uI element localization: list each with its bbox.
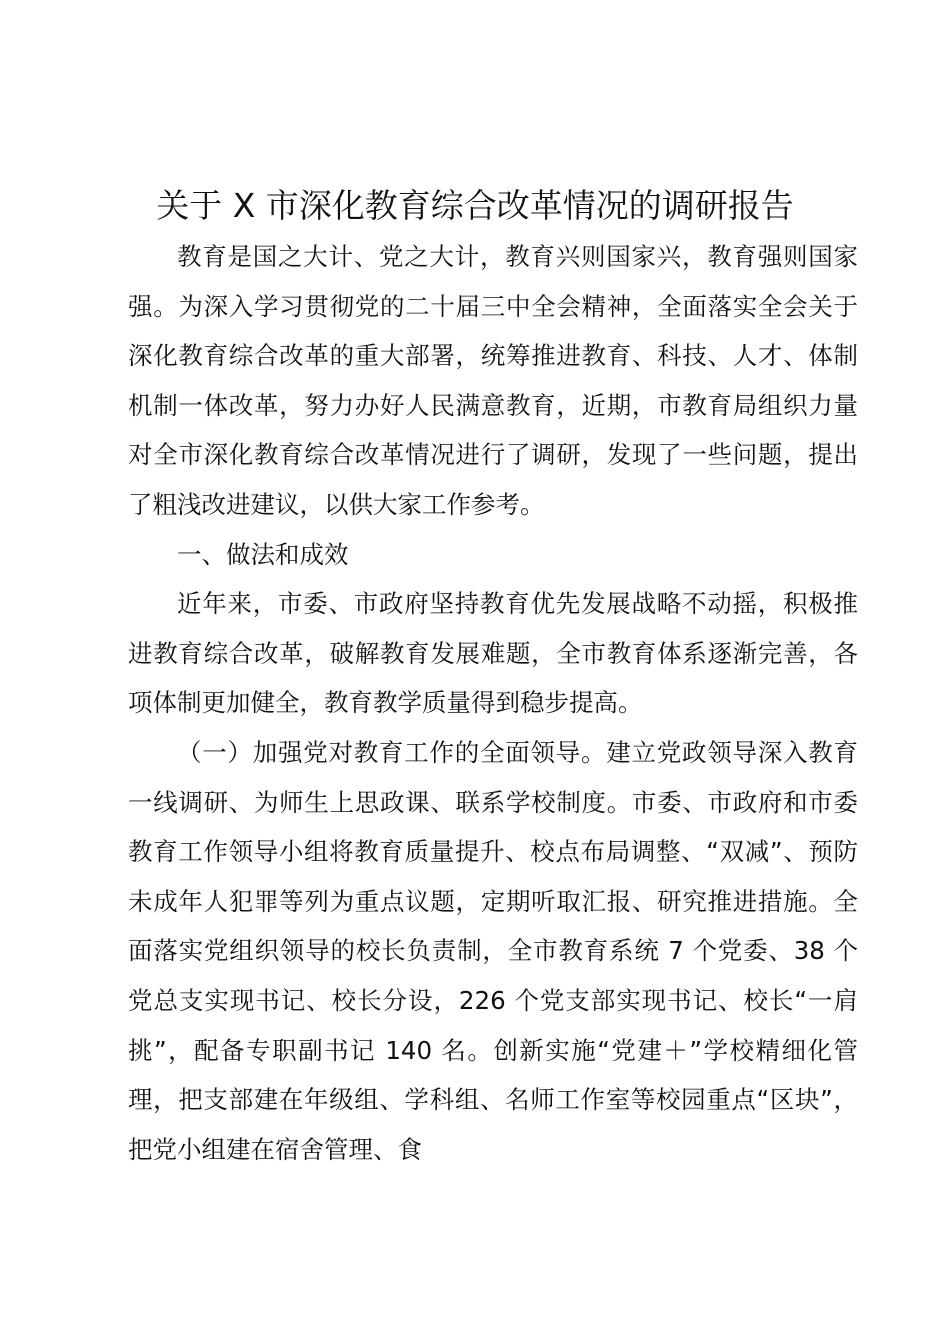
paragraph-intro: 教育是国之大计、党之大计，教育兴则国家兴，教育强则国家强。为深入学习贯彻党的二十届三中全会精神，全面落实全会关于深化教育综合改革的重大部署，统筹推进教育、科技、人才、体制机制一体改革，努力办好人民满意教育，近期，市教育局组织力量对全市深化教育综合改革情况进行了调研，发现了一些问题，提出了粗浅改进建议，以供大家工作参考。 (128, 242, 858, 519)
document-body (128, 232, 858, 1174)
document-title: 关于 X 市深化教育综合改革情况的调研报告 (156, 186, 794, 225)
section-heading: 一、做法和成效 (177, 539, 349, 569)
paragraph-summary: 近年来，市委、市政府坚持教育优先发展战略不动摇，积极推进教育综合改革，破解教育发展难题，全市教育体系逐渐完善，各项体制更加健全，教育教学质量得到稳步提高。 (128, 589, 858, 718)
paragraph-subsection-1: （一）加强党对教育工作的全面领导。建立党政领导深入教育一线调研、为师生上思政课、联系学校制度。市委、市政府和市委教育工作领导小组将教育质量提升、校点布局调整、“双减”、预防未成年人犯罪等列为重点议题，定期听取汇报、研究推进措施。全面落实党组织领导的校长负责制，全市教育系统 7 个党委、38 个党总支实现书记、校长分设，226 个党支部实现书记、校长“一肩挑”，配备专职副书记 140 名。创新实施“党建＋”学校精细化管理，把支部建在年级组、学科组、名师工作室等校园重点“区块”，把党小组建在宿舍管理、食 (128, 737, 858, 1164)
